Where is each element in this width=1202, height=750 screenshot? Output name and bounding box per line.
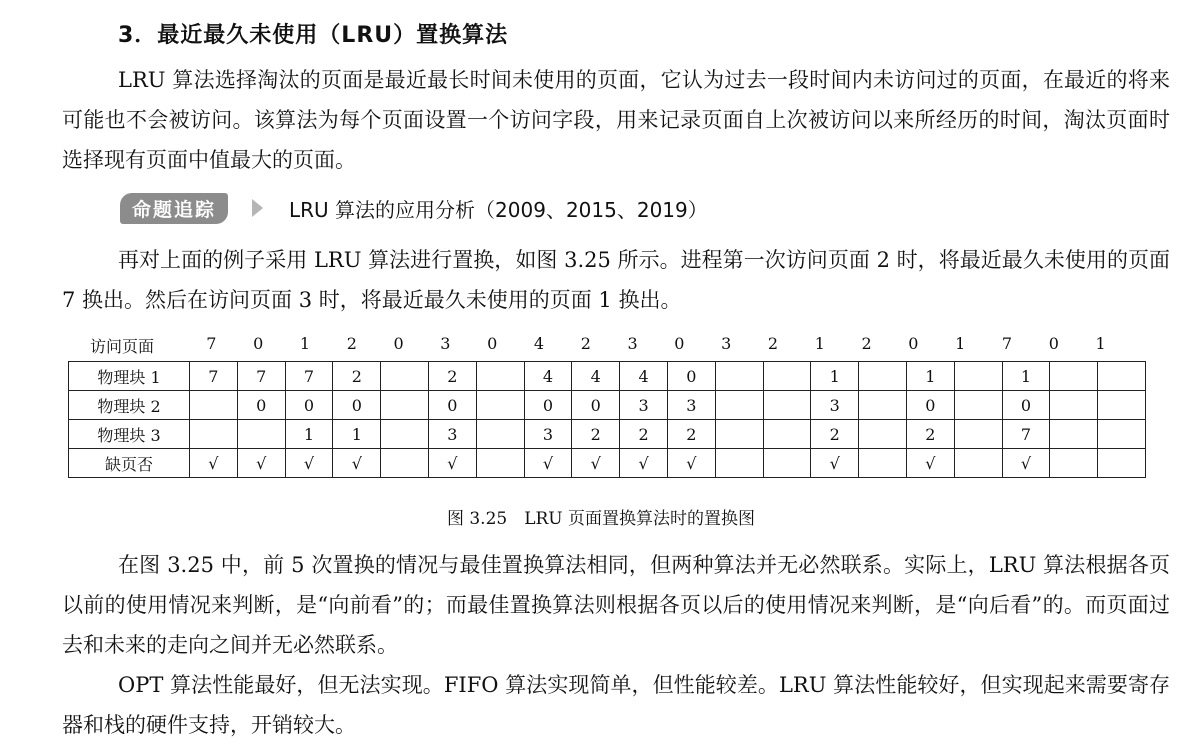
table-cell: 1 bbox=[906, 362, 954, 391]
table-cell: √ bbox=[906, 449, 954, 478]
access-page-number: 0 bbox=[393, 334, 404, 353]
table-cell bbox=[859, 362, 907, 391]
table-cell bbox=[763, 420, 811, 449]
table-cell bbox=[381, 362, 429, 391]
table-cell: √ bbox=[620, 449, 668, 478]
table-cell bbox=[476, 420, 524, 449]
table-cell: √ bbox=[237, 449, 285, 478]
access-page-number: 7 bbox=[1001, 334, 1013, 353]
table-cell: 0 bbox=[1002, 391, 1050, 420]
table-cell bbox=[715, 362, 763, 391]
row-label: 缺页否 bbox=[69, 449, 190, 478]
access-page-number: 1 bbox=[955, 334, 966, 353]
table-cell bbox=[1050, 362, 1098, 391]
table-cell: 2 bbox=[620, 420, 668, 449]
table-cell bbox=[859, 420, 907, 449]
access-page-number: 2 bbox=[346, 334, 357, 353]
table-cell bbox=[1098, 420, 1146, 449]
table-cell: 7 bbox=[1002, 420, 1050, 449]
table-cell: 0 bbox=[333, 391, 381, 420]
table-cell bbox=[715, 449, 763, 478]
table-cell bbox=[763, 449, 811, 478]
access-page-number: 7 bbox=[206, 334, 217, 353]
access-page-number: 0 bbox=[487, 334, 498, 353]
table-cell bbox=[1050, 449, 1098, 478]
table-row bbox=[69, 449, 1146, 478]
table-cell bbox=[1050, 391, 1098, 420]
access-page-number: 0 bbox=[1048, 334, 1059, 353]
access-page-number: 1 bbox=[299, 334, 311, 353]
table-cell bbox=[381, 391, 429, 420]
paragraph-lru-definition: LRU 算法选择淘汰的页面是最近最长时间未使用的页面，它认为过去一段时间内未访问过的页面，在最近的将来可能也不会被访问。该算法为每个页面设置一个访问字段，用来记录页面自上次被访问以来所经历的时间，淘汰页面时选择现有页面中值最大的页面。 bbox=[62, 68, 1170, 172]
table-cell: 4 bbox=[572, 362, 620, 391]
access-page-number: 1 bbox=[814, 334, 825, 353]
table-cell: √ bbox=[285, 449, 333, 478]
table-row bbox=[69, 420, 1146, 449]
access-page-number: 2 bbox=[861, 334, 872, 353]
paragraph-comparison: 在图 3.25 中，前 5 次置换的情况与最佳置换算法相同，但两种算法并无必然联系。实际上，LRU 算法根据各页以前的使用情况来判断，是“向前看”的；而最佳置换算法则根据各页以后的使用情况来判断，是“向后看”的。而页面过去和未来的走向之间并无必然联系。 bbox=[62, 553, 1170, 657]
table-cell bbox=[190, 420, 238, 449]
play-arrow-icon bbox=[252, 199, 263, 217]
table-cell bbox=[476, 449, 524, 478]
table-cell: √ bbox=[811, 449, 859, 478]
table-cell: √ bbox=[572, 449, 620, 478]
table-row bbox=[69, 362, 1146, 391]
table-cell: √ bbox=[1002, 449, 1050, 478]
table-row bbox=[69, 391, 1146, 420]
figure-caption: 图 3.25 LRU 页面置换算法时的置换图 bbox=[446, 509, 756, 529]
access-page-number: 1 bbox=[1095, 334, 1106, 353]
access-page-number: 3 bbox=[440, 334, 451, 353]
access-page-number: 0 bbox=[674, 334, 685, 353]
table-cell bbox=[859, 449, 907, 478]
table-cell bbox=[954, 362, 1002, 391]
table-cell bbox=[715, 420, 763, 449]
table-cell bbox=[1098, 391, 1146, 420]
table-cell: 7 bbox=[190, 362, 238, 391]
table-cell: 0 bbox=[285, 391, 333, 420]
paragraph-lru-example: 再对上面的例子采用 LRU 算法进行置换，如图 3.25 所示。进程第一次访问页面 2 时，将最近最久未使用的页面 7 换出。然后在访问页面 3 时，将最近最久未使用的页面 1 换出。 bbox=[62, 248, 1170, 312]
table-cell bbox=[190, 391, 238, 420]
table-cell bbox=[476, 391, 524, 420]
table-cell: √ bbox=[190, 449, 238, 478]
table-cell: 1 bbox=[285, 420, 333, 449]
access-page-number: 4 bbox=[533, 334, 545, 353]
row-label: 物理块 3 bbox=[69, 420, 190, 449]
table-cell: √ bbox=[667, 449, 715, 478]
table-cell: 2 bbox=[906, 420, 954, 449]
table-cell bbox=[1098, 362, 1146, 391]
table-cell: 0 bbox=[572, 391, 620, 420]
exam-tracking-text: LRU 算法的应用分析（2009、2015、2019） bbox=[289, 197, 708, 222]
table-cell: 4 bbox=[524, 362, 572, 391]
table-cell: 2 bbox=[428, 362, 476, 391]
table-cell: 0 bbox=[906, 391, 954, 420]
table-cell bbox=[381, 420, 429, 449]
table-cell bbox=[715, 391, 763, 420]
table-cell: 7 bbox=[285, 362, 333, 391]
table-cell: 1 bbox=[1002, 362, 1050, 391]
table-cell bbox=[1050, 420, 1098, 449]
table-cell: 3 bbox=[620, 391, 668, 420]
table-cell: 0 bbox=[524, 391, 572, 420]
table-cell bbox=[381, 449, 429, 478]
row-label: 物理块 2 bbox=[69, 391, 190, 420]
table-cell bbox=[763, 391, 811, 420]
table-cell bbox=[954, 449, 1002, 478]
table-cell: 2 bbox=[811, 420, 859, 449]
table-cell: 4 bbox=[620, 362, 668, 391]
table-cell: 2 bbox=[333, 362, 381, 391]
table-cell: √ bbox=[524, 449, 572, 478]
exam-tracking-badge: 命题追踪 bbox=[120, 193, 228, 224]
access-page-number: 0 bbox=[908, 334, 919, 353]
table-cell bbox=[763, 362, 811, 391]
table-cell bbox=[954, 391, 1002, 420]
table-cell bbox=[1098, 449, 1146, 478]
table-cell: √ bbox=[333, 449, 381, 478]
lru-replacement-table bbox=[68, 361, 1146, 478]
exam-tracking-bar bbox=[120, 192, 708, 224]
paragraph-performance: OPT 算法性能最好，但无法实现。FIFO 算法实现简单，但性能较差。LRU 算法性能较好，但实现起来需要寄存器和栈的硬件支持，开销较大。 bbox=[62, 673, 1170, 737]
table-cell: 3 bbox=[811, 391, 859, 420]
table-cell: 3 bbox=[524, 420, 572, 449]
row-label: 物理块 1 bbox=[69, 362, 190, 391]
table-cell: 3 bbox=[667, 391, 715, 420]
table-cell: 7 bbox=[237, 362, 285, 391]
access-page-number: 2 bbox=[580, 334, 591, 353]
table-cell: 2 bbox=[572, 420, 620, 449]
access-page-number: 3 bbox=[627, 334, 638, 353]
access-page-number: 3 bbox=[721, 334, 732, 353]
access-sequence-label: 访问页面 bbox=[90, 337, 155, 356]
table-cell bbox=[859, 391, 907, 420]
access-page-number: 2 bbox=[767, 334, 779, 353]
table-cell: 1 bbox=[811, 362, 859, 391]
table-cell: 1 bbox=[333, 420, 381, 449]
table-cell: 0 bbox=[428, 391, 476, 420]
table-cell bbox=[954, 420, 1002, 449]
access-page-number: 0 bbox=[253, 334, 264, 353]
table-cell: √ bbox=[428, 449, 476, 478]
table-cell: 2 bbox=[667, 420, 715, 449]
section-heading: 3．最近最久未使用（LRU）置换算法 bbox=[118, 23, 509, 48]
table-cell: 3 bbox=[428, 420, 476, 449]
table-cell: 0 bbox=[667, 362, 715, 391]
table-cell bbox=[237, 420, 285, 449]
table-cell: 0 bbox=[237, 391, 285, 420]
table-cell bbox=[476, 362, 524, 391]
